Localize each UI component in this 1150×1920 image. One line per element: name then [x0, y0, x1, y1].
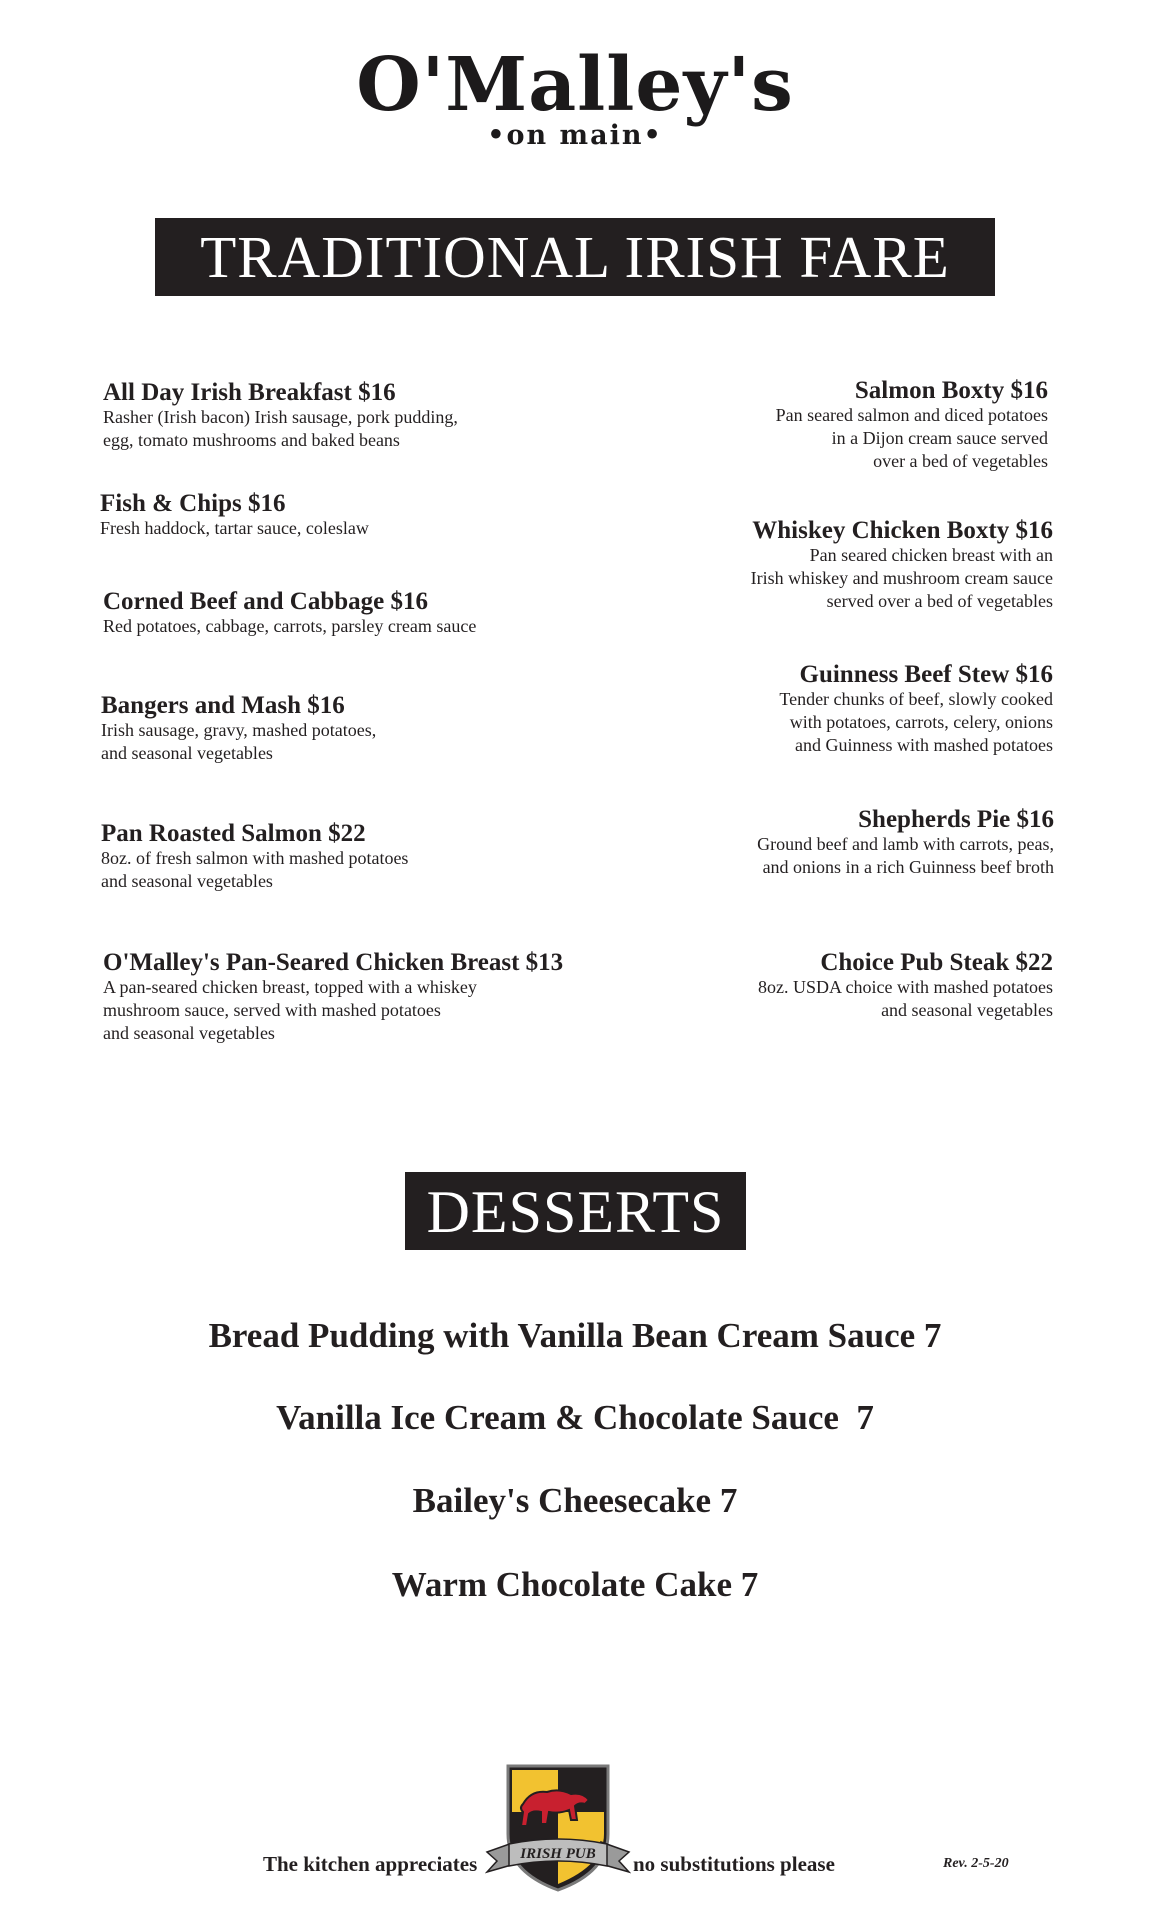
menu-item-description: Pan seared chicken breast with an Irish whiskey and mushroom cream sauce served over a bed of vegetables: [750, 545, 1053, 611]
restaurant-logo-title: O'Malley's: [356, 42, 794, 128]
menu-item-pan-roasted-salmon: [101, 821, 408, 893]
menu-item-name: Salmon Boxty $16: [854, 377, 1048, 404]
footer-no-substitutions-note: no substitutions please: [633, 1852, 835, 1876]
menu-item-shepherds-pie: [757, 807, 1054, 879]
menu-item-description: 8oz. USDA choice with mashed potatoes and seasonal vegetables: [758, 977, 1053, 1020]
menu-item-irish-breakfast: [103, 380, 458, 452]
menu-item-description: Tender chunks of beef, slowly cooked with potatoes, carrots, celery, onions and Guinness with mashed potatoes: [779, 689, 1053, 755]
menu-item-description: A pan-seared chicken breast, topped with a whiskey mushroom sauce, served with mashed potatoes and seasonal vegetables: [103, 977, 477, 1043]
dessert-item: Warm Chocolate Cake 7: [391, 1565, 759, 1604]
menu-item-name: Shepherds Pie $16: [858, 806, 1054, 833]
restaurant-logo-subtitle: •on main•: [487, 120, 663, 151]
menu-item-salmon-boxty: [776, 378, 1048, 473]
menu-item-name: Corned Beef and Cabbage $16: [103, 588, 429, 615]
menu-item-corned-beef: [103, 589, 476, 638]
menu-item-pan-seared-chicken: [103, 950, 563, 1045]
menu-item-description: Ground beef and lamb with carrots, peas, and onions in a rich Guinness beef broth: [757, 834, 1054, 877]
irish-pub-crest-icon: [485, 1760, 631, 1894]
menu-item-name: O'Malley's Pan-Seared Chicken Breast $13: [103, 949, 564, 976]
menu-item-guinness-beef-stew: [779, 662, 1053, 757]
menu-item-description: Pan seared salmon and diced potatoes in a Dijon cream sauce served over a bed of vegetables: [775, 405, 1048, 471]
dessert-item: Vanilla Ice Cream & Chocolate Sauce 7: [276, 1398, 874, 1437]
menu-item-name: Whiskey Chicken Boxty $16: [752, 517, 1053, 544]
dessert-item: Bailey's Cheesecake 7: [412, 1481, 738, 1520]
section-title-desserts: DESSERTS: [405, 1172, 746, 1250]
revision-date: Rev. 2-5-20: [943, 1856, 1009, 1871]
menu-item-name: Pan Roasted Salmon $22: [101, 820, 366, 847]
menu-item-description: Red potatoes, cabbage, carrots, parsley cream sauce: [103, 616, 477, 636]
menu-item-name: Fish & Chips $16: [100, 490, 286, 517]
menu-item-name: Choice Pub Steak $22: [820, 949, 1053, 976]
menu-item-fish-and-chips: [100, 491, 369, 540]
menu-item-whiskey-chicken-boxty: [751, 518, 1053, 613]
menu-item-name: Guinness Beef Stew $16: [799, 661, 1053, 688]
menu-item-description: Fresh haddock, tartar sauce, coleslaw: [100, 518, 369, 538]
menu-item-name: Bangers and Mash $16: [101, 692, 345, 719]
menu-item-name: All Day Irish Breakfast $16: [103, 379, 396, 406]
footer-kitchen-note: The kitchen appreciates: [263, 1852, 478, 1876]
menu-item-description: Rasher (Irish bacon) Irish sausage, pork pudding, egg, tomato mushrooms and baked beans: [103, 407, 458, 450]
menu-item-description: Irish sausage, gravy, mashed potatoes, and seasonal vegetables: [101, 720, 377, 763]
menu-item-choice-pub-steak: [758, 950, 1053, 1022]
section-title-traditional-irish-fare: TRADITIONAL IRISH FARE: [155, 218, 995, 296]
menu-item-description: 8oz. of fresh salmon with mashed potatoes and seasonal vegetables: [101, 848, 409, 891]
dessert-item: Bread Pudding with Vanilla Bean Cream Sauce 7: [208, 1316, 942, 1355]
crest-ribbon-text: IRISH PUB: [520, 1846, 596, 1862]
menu-item-bangers-and-mash: [101, 693, 376, 765]
